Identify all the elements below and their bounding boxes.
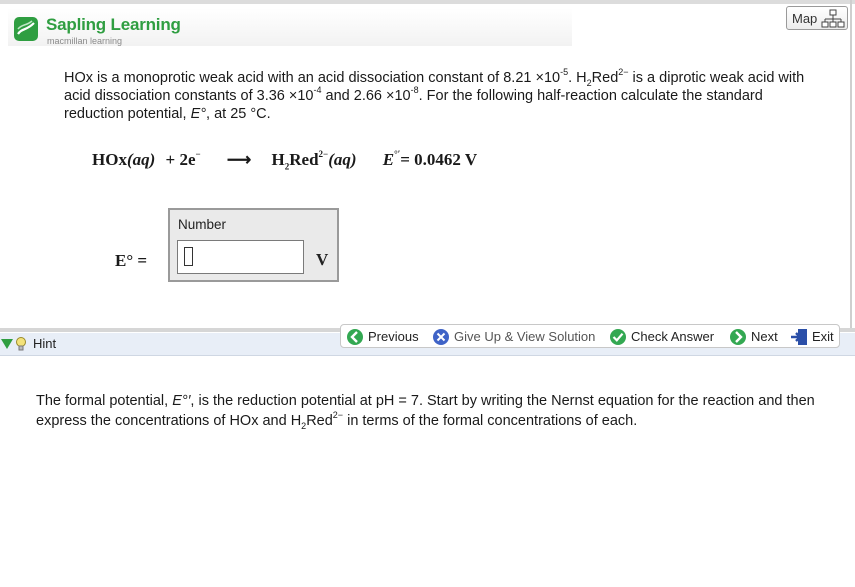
hint-content: The formal potential, E°′, is the reduction potential at pH = 7. Start by writing the Nernst equation for the reaction and then express the concentrations of HOx and $H_2Red^{2-}$ in terms of the formal concentrations of each. — [36, 393, 815, 431]
next-arrow-icon — [729, 328, 747, 346]
exit-door-icon — [790, 328, 808, 346]
right-border — [850, 0, 852, 330]
give-up-icon — [432, 328, 450, 346]
number-label: Number — [178, 217, 227, 232]
map-label: Map — [792, 11, 818, 26]
brand-tagline: macmillan learning — [47, 36, 123, 46]
check-icon — [609, 328, 627, 346]
half-reaction-equation: HOx(aq) + 2e− ⟶ $H_2Red^{2-}(aq)$ E°′= 0.0462 V — [92, 149, 478, 172]
answer-label: E° = — [115, 251, 148, 270]
sapling-logo-icon — [14, 17, 38, 41]
text-cursor — [184, 247, 193, 266]
map-button[interactable] — [786, 6, 848, 30]
header — [8, 8, 572, 46]
brand-name: Sapling Learning — [46, 15, 181, 34]
nav-bar: Previous Give Up & View Solution Check Answer Next Exit — [340, 324, 840, 348]
hint-label: Hint — [33, 336, 57, 351]
question-text: HOx is a monoprotic weak acid with an acid dissociation constant of $8.21 \times 10^{-5}$. $H_2Red^{2-}$ is a diprotic weak acid with acid dissociation constants of $3.36 \times 10^{-4}$ and $2.66 \times 10^{-8}$. For the following half-reaction calculate the standard reduction potential, E°, at 25 °C. — [64, 67, 805, 122]
top-border — [0, 0, 855, 4]
answer-input[interactable] — [177, 240, 304, 274]
answer-box — [168, 208, 339, 282]
reaction-arrow: ⟶ — [226, 150, 252, 169]
sitemap-icon — [821, 9, 845, 29]
previous-arrow-icon — [346, 328, 364, 346]
lightbulb-icon — [13, 336, 29, 352]
answer-unit: V — [316, 250, 329, 269]
expand-triangle-icon — [1, 339, 13, 349]
